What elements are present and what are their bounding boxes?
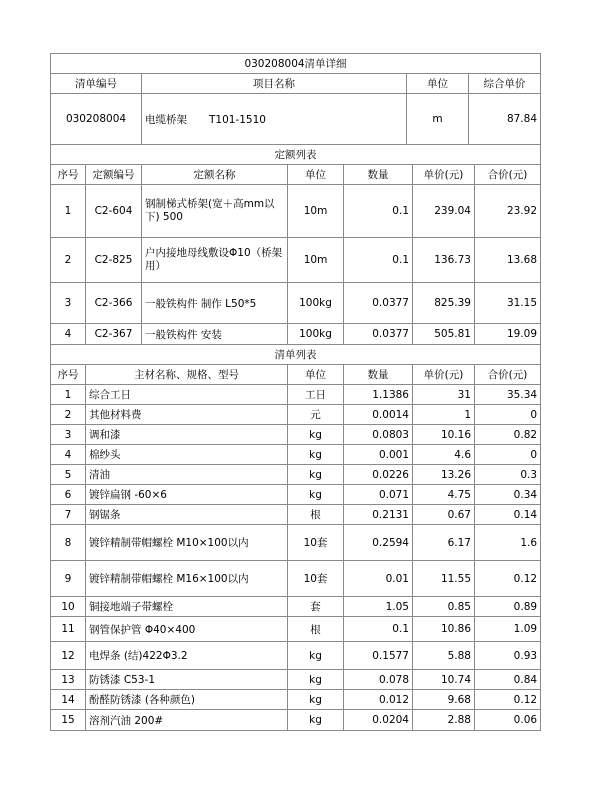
material-total: 0.34	[475, 485, 541, 505]
material-price: 31	[413, 385, 475, 405]
quota-qty: 0.1	[344, 238, 413, 283]
header-name: 项目名称	[142, 74, 407, 94]
material-price: 10.74	[413, 670, 475, 690]
page-title: 030208004清单详细	[51, 54, 541, 74]
material-name: 镀锌精制带帽螺栓 M16×100以内	[86, 561, 288, 597]
material-no: 4	[51, 445, 86, 465]
material-row	[51, 445, 541, 465]
material-name: 调和漆	[86, 425, 288, 445]
material-qty: 0.001	[344, 445, 413, 465]
material-row	[51, 670, 541, 690]
quota-price: 825.39	[413, 283, 475, 324]
quota-qty: 0.0377	[344, 283, 413, 324]
quota-total: 23.92	[475, 185, 541, 238]
material-unit: kg	[288, 465, 344, 485]
material-no: 15	[51, 710, 86, 731]
material-no: 6	[51, 485, 86, 505]
material-price: 6.17	[413, 525, 475, 561]
material-row	[51, 525, 541, 561]
material-unit: 元	[288, 405, 344, 425]
material-price: 10.86	[413, 617, 475, 642]
quota-row	[51, 185, 541, 238]
material-row	[51, 505, 541, 525]
quota-header-qty: 数量	[344, 165, 413, 185]
material-unit: kg	[288, 445, 344, 465]
item-unit: m	[407, 94, 469, 145]
quota-header-no: 序号	[51, 165, 86, 185]
material-price: 0.85	[413, 597, 475, 617]
material-header-no: 序号	[51, 365, 86, 385]
material-no: 1	[51, 385, 86, 405]
material-price: 10.16	[413, 425, 475, 445]
material-row	[51, 405, 541, 425]
quota-qty: 0.1	[344, 185, 413, 238]
material-header-name: 主材名称、规格、型号	[86, 365, 288, 385]
quota-header-price: 单价(元)	[413, 165, 475, 185]
quota-code: C2-367	[86, 324, 142, 345]
item-unit-price: 87.84	[469, 94, 541, 145]
quota-unit: 100kg	[288, 324, 344, 345]
material-row	[51, 385, 541, 405]
quota-price: 505.81	[413, 324, 475, 345]
quota-row	[51, 283, 541, 324]
material-qty: 0.0803	[344, 425, 413, 445]
quota-code: C2-604	[86, 185, 142, 238]
material-price: 13.26	[413, 465, 475, 485]
quota-name: 钢制梯式桥架(宽＋高mm以下) 500	[142, 185, 288, 238]
quota-total: 31.15	[475, 283, 541, 324]
material-total: 0.3	[475, 465, 541, 485]
material-price: 4.6	[413, 445, 475, 465]
quota-unit: 10m	[288, 238, 344, 283]
material-total: 1.09	[475, 617, 541, 642]
material-total: 0.06	[475, 710, 541, 731]
quota-no: 4	[51, 324, 86, 345]
material-unit: kg	[288, 425, 344, 445]
material-total: 0.14	[475, 505, 541, 525]
material-table	[50, 344, 541, 731]
material-unit: kg	[288, 710, 344, 731]
material-unit: 10套	[288, 561, 344, 597]
material-unit: 根	[288, 617, 344, 642]
material-price: 4.75	[413, 485, 475, 505]
material-qty: 1.1386	[344, 385, 413, 405]
material-row	[51, 690, 541, 710]
material-row	[51, 617, 541, 642]
quota-qty: 0.0377	[344, 324, 413, 345]
material-unit: kg	[288, 670, 344, 690]
quota-row	[51, 324, 541, 345]
material-name: 防锈漆 C53-1	[86, 670, 288, 690]
material-row	[51, 465, 541, 485]
material-total: 0.12	[475, 561, 541, 597]
material-row	[51, 642, 541, 670]
material-name: 综合工日	[86, 385, 288, 405]
material-total: 0.82	[475, 425, 541, 445]
quota-code: C2-366	[86, 283, 142, 324]
item-code: 030208004	[51, 94, 142, 145]
item-row	[51, 94, 541, 145]
material-name: 电焊条 (结)422Φ3.2	[86, 642, 288, 670]
material-price: 9.68	[413, 690, 475, 710]
quota-unit: 100kg	[288, 283, 344, 324]
material-total: 0	[475, 445, 541, 465]
quota-table	[50, 144, 541, 345]
material-qty: 0.01	[344, 561, 413, 597]
material-unit: 工日	[288, 385, 344, 405]
quota-name: 户内接地母线敷设Φ10（桥架用）	[142, 238, 288, 283]
item-spec: T101-1510	[209, 113, 266, 126]
item-summary-table	[50, 53, 541, 145]
material-row	[51, 710, 541, 731]
material-row	[51, 597, 541, 617]
material-unit: kg	[288, 642, 344, 670]
material-qty: 0.2594	[344, 525, 413, 561]
quota-code: C2-825	[86, 238, 142, 283]
material-name: 溶剂汽油 200#	[86, 710, 288, 731]
material-row	[51, 561, 541, 597]
material-price: 2.88	[413, 710, 475, 731]
material-unit: 10套	[288, 525, 344, 561]
material-name: 铜接地端子带螺栓	[86, 597, 288, 617]
material-name: 棉纱头	[86, 445, 288, 465]
material-qty: 0.1577	[344, 642, 413, 670]
material-no: 3	[51, 425, 86, 445]
quota-section-title: 定额列表	[51, 145, 541, 165]
material-no: 8	[51, 525, 86, 561]
material-row	[51, 425, 541, 445]
quota-no: 3	[51, 283, 86, 324]
material-no: 12	[51, 642, 86, 670]
material-no: 14	[51, 690, 86, 710]
material-name: 镀锌扁钢 -60×6	[86, 485, 288, 505]
quota-header-unit: 单位	[288, 165, 344, 185]
material-total: 0.93	[475, 642, 541, 670]
material-qty: 0.078	[344, 670, 413, 690]
material-no: 13	[51, 670, 86, 690]
material-qty: 0.0226	[344, 465, 413, 485]
material-no: 10	[51, 597, 86, 617]
material-qty: 0.1	[344, 617, 413, 642]
material-total: 1.6	[475, 525, 541, 561]
material-header-unit: 单位	[288, 365, 344, 385]
quota-price: 136.73	[413, 238, 475, 283]
material-unit: 根	[288, 505, 344, 525]
material-total: 0.12	[475, 690, 541, 710]
quota-no: 1	[51, 185, 86, 238]
material-name: 钢锯条	[86, 505, 288, 525]
material-unit: 套	[288, 597, 344, 617]
quota-name: 一般铁构件 安装	[142, 324, 288, 345]
material-name: 镀锌精制带帽螺栓 M10×100以内	[86, 525, 288, 561]
quota-header-total: 合价(元)	[475, 165, 541, 185]
material-price: 0.67	[413, 505, 475, 525]
material-qty: 1.05	[344, 597, 413, 617]
material-no: 5	[51, 465, 86, 485]
material-total: 35.34	[475, 385, 541, 405]
item-header-row	[51, 74, 541, 94]
item-name: 电缆桥架	[145, 113, 187, 126]
quota-unit: 10m	[288, 185, 344, 238]
material-qty: 0.012	[344, 690, 413, 710]
material-no: 7	[51, 505, 86, 525]
material-header-total: 合价(元)	[475, 365, 541, 385]
quota-total: 13.68	[475, 238, 541, 283]
material-no: 2	[51, 405, 86, 425]
material-qty: 0.071	[344, 485, 413, 505]
material-header-row	[51, 365, 541, 385]
material-total: 0.84	[475, 670, 541, 690]
material-name: 钢管保护管 Φ40×400	[86, 617, 288, 642]
quota-no: 2	[51, 238, 86, 283]
material-unit: kg	[288, 690, 344, 710]
quota-price: 239.04	[413, 185, 475, 238]
material-total: 0.89	[475, 597, 541, 617]
material-price: 1	[413, 405, 475, 425]
material-row	[51, 485, 541, 505]
header-code: 清单编号	[51, 74, 142, 94]
material-unit: kg	[288, 485, 344, 505]
item-name-cell	[142, 94, 407, 145]
material-price: 5.88	[413, 642, 475, 670]
material-qty: 0.2131	[344, 505, 413, 525]
material-header-price: 单价(元)	[413, 365, 475, 385]
material-no: 9	[51, 561, 86, 597]
quota-header-row	[51, 165, 541, 185]
material-price: 11.55	[413, 561, 475, 597]
material-qty: 0.0014	[344, 405, 413, 425]
quota-header-code: 定额编号	[86, 165, 142, 185]
material-name: 酚醛防锈漆 (各种颜色)	[86, 690, 288, 710]
material-section-title: 清单列表	[51, 345, 541, 365]
quota-row	[51, 238, 541, 283]
material-name: 其他材料费	[86, 405, 288, 425]
quota-total: 19.09	[475, 324, 541, 345]
header-unit: 单位	[407, 74, 469, 94]
header-unit-price: 综合单价	[469, 74, 541, 94]
material-total: 0	[475, 405, 541, 425]
material-header-qty: 数量	[344, 365, 413, 385]
material-no: 11	[51, 617, 86, 642]
quota-name: 一般铁构件 制作 L50*5	[142, 283, 288, 324]
quota-header-name: 定额名称	[142, 165, 288, 185]
material-name: 清油	[86, 465, 288, 485]
material-qty: 0.0204	[344, 710, 413, 731]
